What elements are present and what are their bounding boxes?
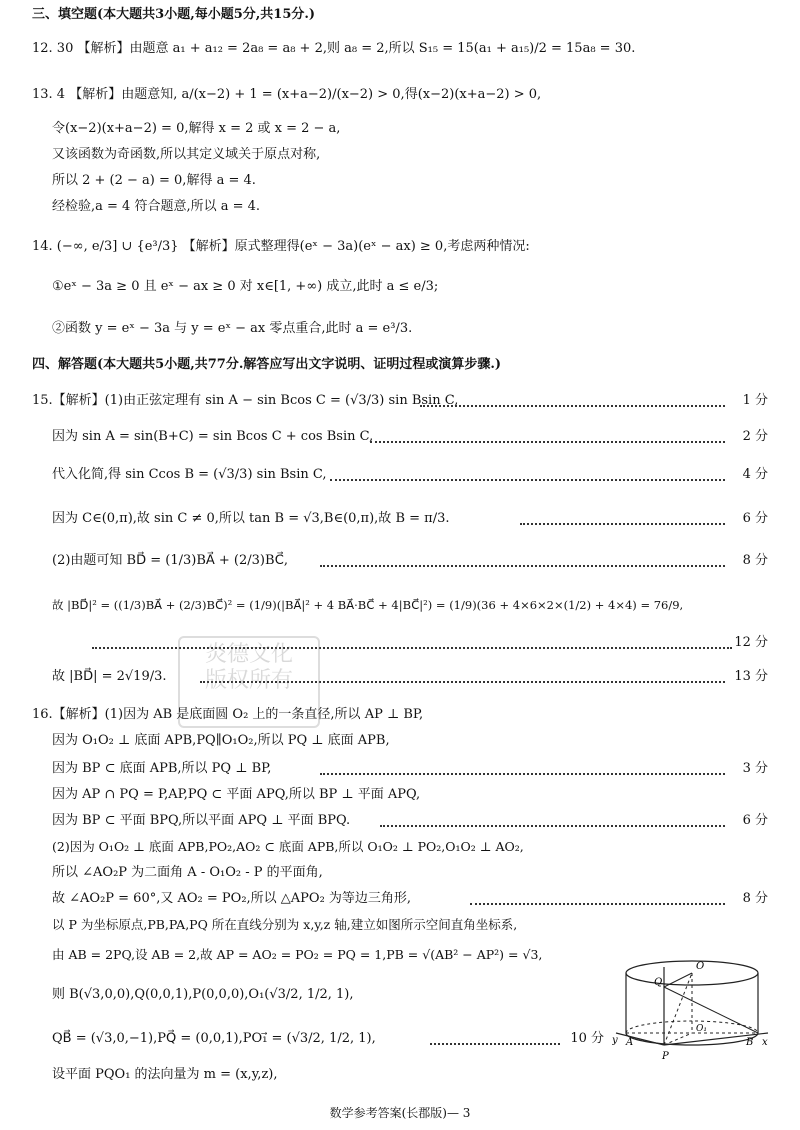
score-mark: 1 分 bbox=[742, 393, 768, 408]
score-mark: 4 分 bbox=[742, 467, 768, 482]
answer-16-line: 所以 ∠AO₂P 为二面角 A - O₁O₂ - P 的平面角, bbox=[52, 865, 323, 880]
label-o1: O₁ bbox=[696, 1024, 707, 1034]
label-q: Q bbox=[654, 977, 663, 988]
score-mark: 13 分 bbox=[734, 669, 768, 684]
label-o: O bbox=[696, 961, 705, 972]
answer-14-line-1: 14. (−∞, e/3] ∪ {e³/3} 【解析】原式整理得(eˣ − 3a)(eˣ − ax) ≥ 0,考虑两种情况: bbox=[32, 239, 530, 254]
answer-13-line-2: 令(x−2)(x+a−2) = 0,解得 x = 2 或 x = 2 − a, bbox=[52, 121, 341, 136]
answer-16-line: 因为 BP ⊂ 平面 BPQ,所以平面 APQ ⊥ 平面 BPQ. bbox=[52, 813, 351, 828]
label-y: y bbox=[612, 1035, 618, 1046]
answer-16-line: 设平面 PQO₁ 的法向量为 m = (x,y,z), bbox=[52, 1067, 278, 1082]
page-footer: 数学参考答案(长郡版)— 3 bbox=[329, 1106, 471, 1120]
section-4-heading: 四、解答题(本大题共5小题,共77分.解答应写出文字说明、证明过程或演算步骤.) bbox=[32, 357, 502, 372]
answer-16-line: 16.【解析】(1)因为 AB 是底面圆 O₂ 上的一条直径,所以 AP ⊥ BP, bbox=[32, 707, 424, 722]
label-b: B bbox=[746, 1037, 754, 1048]
dot-leader bbox=[320, 565, 725, 567]
y-axis bbox=[616, 1033, 664, 1045]
section-3-heading: 三、填空题(本大题共3小题,每小题5分,共15分.) bbox=[32, 7, 316, 22]
answer-13-line-5: 经检验,a = 4 符合题意,所以 a = 4. bbox=[52, 199, 261, 214]
answer-15-line: 故 |BD⃗| = 2√19/3. bbox=[52, 669, 167, 684]
score-mark: 10 分 bbox=[570, 1031, 604, 1046]
cylinder-coordinate-figure bbox=[612, 955, 772, 1070]
answer-15-line: 因为 sin A = sin(B+C) = sin Bcos C + cos Bsin C, bbox=[52, 429, 374, 444]
answer-16-line: 以 P 为坐标原点,PB,PA,PQ 所在直线分别为 x,y,z 轴,建立如图所示空间直角坐标系, bbox=[52, 917, 518, 932]
answer-16-line: 因为 AP ∩ PQ = P,AP,PQ ⊂ 平面 APQ,所以 BP ⊥ 平面 APQ, bbox=[52, 787, 421, 802]
dot-leader bbox=[370, 441, 725, 443]
answer-15-line: (2)由题可知 BD⃗ = (1/3)BA⃗ + (2/3)BC⃗, bbox=[52, 553, 289, 568]
score-mark: 12 分 bbox=[734, 635, 768, 650]
answer-13-line-3: 又该函数为奇函数,所以其定义域关于原点对称, bbox=[52, 147, 321, 162]
answer-16-line: 则 B(√3,0,0),Q(0,0,1),P(0,0,0),O₁(√3/2, 1/2, 1), bbox=[52, 987, 354, 1002]
answer-13-line-4: 所以 2 + (2 − a) = 0,解得 a = 4. bbox=[52, 173, 256, 188]
answer-16-line: QB⃗ = (√3,0,−1),PQ⃗ = (0,0,1),PO₁⃗ = (√3/2, 1/2, 1), bbox=[52, 1031, 376, 1046]
dot-leader bbox=[330, 479, 725, 481]
score-mark: 6 分 bbox=[742, 813, 768, 828]
dot-leader bbox=[430, 1043, 560, 1045]
dot-leader bbox=[520, 523, 725, 525]
watermark-line: 炎德文化 bbox=[204, 642, 293, 667]
answer-15-line: 代入化简,得 sin Ccos B = (√3/3) sin Bsin C, bbox=[52, 467, 327, 482]
score-mark: 3 分 bbox=[742, 761, 768, 776]
score-mark: 6 分 bbox=[742, 511, 768, 526]
dot-leader bbox=[420, 405, 725, 407]
answer-12: 12. 30 【解析】由题意 a₁ + a₁₂ = 2a₈ = a₈ + 2,则 a₈ = 2,所以 S₁₅ = 15(a₁ + a₁₅)/2 = 15a₈ = 30. bbox=[32, 41, 636, 56]
answer-16-line: 因为 O₁O₂ ⊥ 底面 APB,PQ∥O₁O₂,所以 PQ ⊥ 底面 APB, bbox=[52, 733, 390, 748]
score-mark: 8 分 bbox=[742, 891, 768, 906]
answer-15-line: 因为 C∈(0,π),故 sin C ≠ 0,所以 tan B = √3,B∈(0,π),故 B = π/3. bbox=[52, 511, 450, 526]
dot-leader bbox=[470, 903, 725, 905]
watermark-line: 版权所有 bbox=[204, 668, 293, 693]
answer-16-line: (2)因为 O₁O₂ ⊥ 底面 APB,PO₂,AO₂ ⊂ 底面 APB,所以 O₁O₂ ⊥ PO₂,O₁O₂ ⊥ AO₂, bbox=[52, 839, 524, 854]
answer-14-line-2: ①eˣ − 3a ≥ 0 且 eˣ − ax ≥ 0 对 x∈[1, +∞) 成立,此时 a ≤ e/3; bbox=[52, 279, 439, 294]
dot-leader bbox=[320, 773, 725, 775]
answer-16-line: 因为 BP ⊂ 底面 APB,所以 PQ ⊥ BP, bbox=[52, 761, 272, 776]
answer-16-line: 故 ∠AO₂P = 60°,又 AO₂ = PO₂,所以 △APO₂ 为等边三角形, bbox=[52, 891, 412, 906]
answer-14-line-3: ②函数 y = eˣ − 3a 与 y = eˣ − ax 零点重合,此时 a = e³/3. bbox=[52, 321, 413, 336]
answer-16-line: 由 AB = 2PQ,设 AB = 2,故 AP = AO₂ = PO₂ = PQ = 1,PB = √(AB² − AP²) = √3, bbox=[52, 947, 543, 962]
bottom-arc-front bbox=[626, 1033, 758, 1045]
score-mark: 2 分 bbox=[742, 429, 768, 444]
answer-15-line: 15.【解析】(1)由正弦定理有 sin A − sin Bcos C = (√3/3) sin Bsin C, bbox=[32, 393, 459, 408]
score-mark: 8 分 bbox=[742, 553, 768, 568]
label-a: A bbox=[626, 1037, 634, 1048]
answer-15-line: 故 |BD⃗|² = ((1/3)BA⃗ + (2/3)BC⃗)² = (1/9)(|BA⃗|² + 4 BA⃗·BC⃗ + 4|BC⃗|²) = (1/9)(36 + 4×6×2×(1/2) + 4×4) = 76/9, bbox=[52, 598, 684, 612]
answer-13-line-1: 13. 4 【解析】由题意知, a/(x−2) + 1 = (x+a−2)/(x−2) > 0,得(x−2)(x+a−2) > 0, bbox=[32, 87, 542, 102]
dot-leader bbox=[380, 825, 725, 827]
label-x: x bbox=[762, 1037, 768, 1048]
label-p: P bbox=[662, 1051, 669, 1062]
